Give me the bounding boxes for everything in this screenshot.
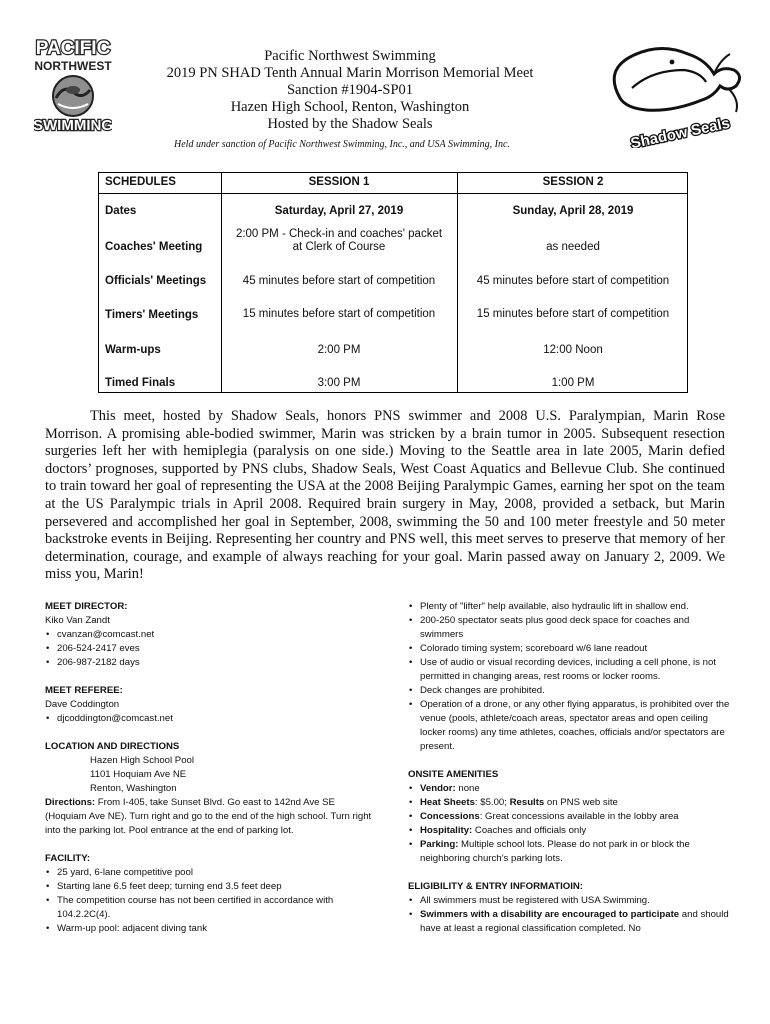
meet-referee-name: Dave Coddington (45, 699, 120, 710)
document-header (140, 48, 560, 133)
facility-item: • Operation of a drone, or any other flying apparatus, is prohibited over the venue (pools, athlete/coach areas, spectator areas and open ceiling locker rooms) any time athletes, coaches, officials and/or spectators are present. (408, 698, 730, 754)
amenity-hospitality: • Hospitality: Coaches and officials only (408, 824, 730, 838)
amenities-section (408, 768, 730, 866)
eligibility-section (408, 880, 730, 936)
amenity-heat-sheets: • Heat Sheets: $5.00; Results on PNS web site (408, 796, 730, 810)
column-header-session-1: SESSION 1 (308, 176, 370, 188)
shadow-seals-logo (602, 40, 752, 148)
schedule-table (98, 172, 688, 393)
facility-item: • Warm-up pool: adjacent diving tank (45, 922, 375, 936)
logo-text-northwest: NORTHWEST (34, 59, 112, 73)
session-2-coaches-meeting: as needed (546, 241, 600, 253)
amenity-concessions: • Concessions: Great concessions available in the lobby area (408, 810, 730, 824)
facility-item: • Use of audio or visual recording devices, including a cell phone, is not permitted in changing areas, rest rooms or locker rooms. (408, 656, 730, 684)
address-line-1: Hazen High School Pool (90, 755, 194, 766)
eligibility-item-disability: • Swimmers with a disability are encouraged to participate and should have at least a regional classification completed. No (408, 908, 730, 936)
session-1-officials-meetings: 45 minutes before start of competition (242, 275, 436, 287)
meet-director-phone-eves: • 206-524-2417 eves (45, 642, 375, 656)
directions-label: Directions: (45, 797, 96, 808)
intro-paragraph: This meet, hosted by Shadow Seals, honors PNS swimmer and 2008 U.S. Paralympian, Marin Rose Morrison. A promising able-bodied swimmer, Marin was stricken by a brain tumor in 2005. Subsequent resection surgeries left her with hemiplegia (paralysis on one side.) Moving to the Seattle area in late 2005, Marin defied doctors’ prognoses, supported by PNS clubs, Shadow Seals, West Coast Aquatics and Bellevue Club. She continued to train toward her goal of representing the USA at the 2008 Beijing Paralympic Games, earning her spot on the team at the US Paralympic trials in April 2008. Required brain surgery in May, 2008, provided a setback, but Marin persevered and accomplished her goal in September, 2008, swimming the 50 and 100 meter freestyle and 50 meter backstroke events in Beijing. Representing her country and PNS well, this meet serves to preserve that memory of her determination, courage, and example of always reaching for your goal. Marin passed away on January 2, 2009. We miss you, Marin! (45, 408, 725, 583)
session-1-coaches-meeting-line1: 2:00 PM - Check-in and coaches' packet (235, 228, 443, 240)
facility-heading: FACILITY: (45, 853, 91, 864)
directions-body: From I-405, take Sunset Blvd. Go east to 142nd Ave SE (Hoquiam Ave NE). Turn right and go to the end of the high school. Turn right into the parking lot. Pool entrance at the end of parking lot. (45, 797, 372, 836)
location-section (45, 740, 375, 838)
meet-referee-section (45, 684, 375, 726)
row-label-officials-meetings: Officials' Meetings (105, 275, 207, 287)
meet-director-name: Kiko Van Zandt (45, 615, 110, 626)
row-label-warm-ups: Warm-ups (105, 344, 161, 356)
amenity-vendor: • Vendor: none (408, 782, 730, 796)
session-1-date: Saturday, April 27, 2019 (274, 205, 404, 217)
eligibility-item: • All swimmers must be registered with USA Swimming. (408, 894, 730, 908)
meet-director-email[interactable]: • cvanzan@comcast.net (45, 628, 375, 642)
meet-venue: Hazen High School, Renton, Washington (230, 99, 470, 115)
meet-host: Hosted by the Shadow Seals (267, 116, 433, 132)
logo-text-shadow-seals: Shadow Seals (629, 114, 732, 148)
row-label-dates: Dates (105, 205, 137, 217)
address-line-2: 1101 Hoquiam Ave NE (90, 769, 187, 780)
column-header-schedules: SCHEDULES (105, 176, 176, 188)
meet-title: 2019 PN SHAD Tenth Annual Marin Morrison Memorial Meet (166, 65, 534, 81)
facility-item: • Deck changes are prohibited. (408, 684, 730, 698)
address-line-3: Renton, Washington (90, 783, 177, 794)
amenity-parking: • Parking: Multiple school lots. Please do not park in or block the neighboring church’s parking lots. (408, 838, 730, 866)
org-name: Pacific Northwest Swimming (264, 48, 436, 64)
facility-continued-section (408, 600, 730, 754)
facility-item: • Colorado timing system; scoreboard w/6 lane readout (408, 642, 730, 656)
facility-item: • Plenty of "lifter" help available, also hydraulic lift in shallow end. (408, 600, 730, 614)
session-2-timers-meetings: 15 minutes before start of competition (476, 308, 670, 320)
left-column (45, 600, 375, 950)
facility-item: • 25 yard, 6-lane competitive pool (45, 866, 375, 880)
session-2-timed-finals: 1:00 PM (551, 377, 595, 389)
session-2-officials-meetings: 45 minutes before start of competition (476, 275, 670, 287)
eligibility-heading: ELIGIBILITY & ENTRY INFORMATIOIN: (408, 881, 583, 892)
facility-item: • 200-250 spectator seats plus good deck space for coaches and swimmers (408, 614, 730, 642)
session-2-date: Sunday, April 28, 2019 (512, 205, 634, 217)
location-heading: LOCATION AND DIRECTIONS (45, 741, 180, 752)
row-label-timers-meetings: Timers' Meetings (105, 309, 199, 321)
row-label-coaches-meeting: Coaches' Meeting (105, 241, 203, 253)
session-1-coaches-meeting-line2: at Clerk of Course (292, 241, 386, 253)
session-1-timed-finals: 3:00 PM (317, 377, 361, 389)
right-column (408, 600, 730, 950)
meet-referee-heading: MEET REFEREE: (45, 685, 123, 696)
memorial-intro (45, 408, 725, 584)
meet-director-phone-days: • 206-987-2182 days (45, 656, 375, 670)
session-2-warm-ups: 12:00 Noon (543, 344, 603, 356)
session-1-timers-meetings: 15 minutes before start of competition (242, 308, 436, 320)
row-label-timed-finals: Timed Finals (105, 377, 176, 389)
facility-item: • The competition course has not been certified in accordance with 104.2.2C(4). (45, 894, 375, 922)
meet-director-section (45, 600, 375, 670)
facility-section (45, 852, 375, 936)
logo-text-swimming: SWIMMING (34, 117, 112, 134)
pnw-swimming-logo (34, 34, 112, 136)
meet-referee-email[interactable]: • djcoddington@comcast.net (45, 712, 375, 726)
sanction-number: Sanction #1904-SP01 (286, 82, 414, 98)
column-header-session-2: SESSION 2 (542, 176, 604, 188)
facility-item: • Starting lane 6.5 feet deep; turning end 3.5 feet deep (45, 880, 375, 894)
logo-text-pacific: PACIFIC (35, 38, 111, 59)
meet-director-heading: MEET DIRECTOR: (45, 601, 128, 612)
directions-text (45, 796, 375, 838)
session-1-warm-ups: 2:00 PM (317, 344, 361, 356)
amenities-heading: ONSITE AMENITIES (408, 769, 499, 780)
sanction-note: Held under sanction of Pacific Northwest Swimming, Inc., and USA Swimming, Inc. (174, 139, 510, 150)
